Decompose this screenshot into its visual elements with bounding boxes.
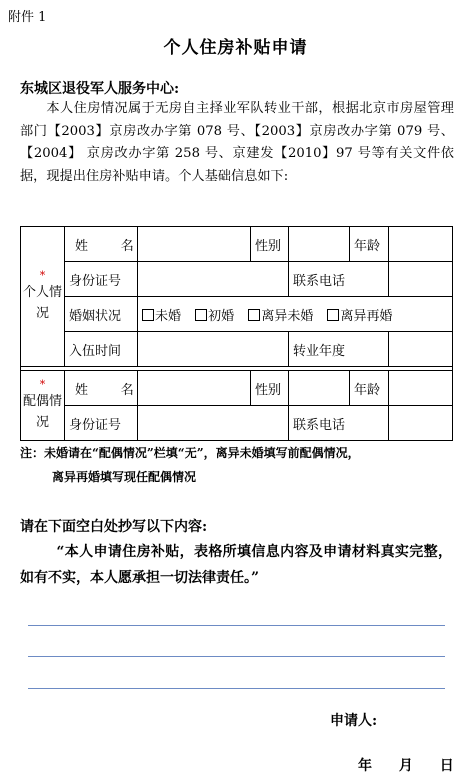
personal-transfer-field[interactable] — [389, 332, 453, 367]
personal-name-field[interactable] — [138, 227, 251, 262]
checkbox-icon — [248, 309, 260, 321]
applicant-label: 申请人: — [330, 713, 378, 729]
note-line-2: 离异再婚填写现任配偶情况 — [52, 470, 197, 484]
spouse-row-2 — [21, 406, 453, 441]
marital-option-label: 未婚 — [155, 308, 182, 324]
personal-section-cell — [21, 227, 65, 367]
personal-enlist-label: 入伍时间 — [65, 332, 138, 367]
spouse-section-cell — [21, 371, 65, 441]
personal-age-label: 年龄 — [350, 227, 389, 262]
spouse-phone-label: 联系电话 — [289, 406, 389, 441]
addressee: 东城区退役军人服务中心: — [20, 81, 180, 97]
spouse-gender-field[interactable] — [289, 371, 350, 406]
copy-instruction: 请在下面空白处抄写以下内容: — [20, 519, 208, 535]
required-mark: * — [39, 268, 46, 282]
personal-id-field[interactable] — [138, 262, 289, 297]
marital-option-label: 初婚 — [208, 308, 235, 324]
checkbox-icon — [327, 309, 339, 321]
copy-line-1[interactable] — [28, 625, 445, 626]
copy-line-2[interactable] — [28, 656, 445, 657]
personal-enlist-field[interactable] — [138, 332, 289, 367]
pledge-text: “本人申请住房补贴，表格所填信息内容及申请材料真实完整，如有不实，本人愿承担一切法律责任。” — [20, 544, 452, 586]
spouse-id-label: 身份证号 — [65, 406, 138, 441]
personal-row-2 — [21, 262, 453, 297]
note-line-1: 注：未婚请在“配偶情况”栏填“无”，离异未婚填写前配偶情况， — [20, 446, 360, 460]
personal-row-1 — [21, 227, 453, 262]
personal-phone-label: 联系电话 — [289, 262, 389, 297]
personal-phone-field[interactable] — [389, 262, 453, 297]
marital-option-label: 离异未婚 — [261, 308, 314, 324]
personal-row-3 — [21, 297, 453, 332]
marital-option-divorced-single[interactable] — [248, 309, 313, 324]
spouse-age-field[interactable] — [389, 371, 453, 406]
personal-gender-label: 性别 — [251, 227, 289, 262]
checkbox-icon — [142, 309, 154, 321]
spouse-age-label: 年龄 — [350, 371, 389, 406]
name-label-cell — [65, 227, 149, 262]
marital-option-first-marriage[interactable] — [195, 309, 234, 324]
personal-age-field[interactable] — [389, 227, 453, 262]
personal-section-label: 个人情况 — [22, 284, 62, 321]
marital-option-unmarried[interactable] — [142, 309, 181, 324]
spouse-phone-field[interactable] — [389, 406, 453, 441]
spouse-section-label: 配偶情况 — [22, 393, 62, 430]
body-paragraph: 本人住房情况属于无房自主择业军队转业干部，根据北京市房屋管理部门【2003】京房改办字第 078 号、【2003】京房改办字第 079 号、【2004】 京房改办字第 258 号、京建发【2010】97 号等有关文件依据，现提出住房补贴申请。个人基础信息如下: — [20, 101, 454, 184]
copy-line-3[interactable] — [28, 688, 445, 689]
spouse-name-label-cell — [65, 371, 149, 406]
personal-gender-field[interactable] — [289, 227, 350, 262]
spouse-gender-label: 性别 — [251, 371, 289, 406]
marital-option-remarried[interactable] — [327, 309, 392, 324]
personal-name-label: 姓 名 — [75, 238, 149, 254]
page-title: 个人住房补贴申请 — [163, 38, 308, 58]
personal-transfer-label: 转业年度 — [289, 332, 389, 367]
marital-option-label: 离异再婚 — [340, 308, 393, 324]
marital-options-cell — [138, 297, 453, 332]
required-mark: * — [39, 377, 46, 391]
spouse-name-field[interactable] — [138, 371, 251, 406]
date-label: 年 月 日 — [358, 758, 454, 774]
annex-label: 附件 1 — [8, 10, 47, 25]
spouse-name-label: 姓 名 — [75, 382, 149, 398]
spouse-row-1 — [21, 371, 453, 406]
checkbox-icon — [195, 309, 207, 321]
spouse-id-field[interactable] — [138, 406, 289, 441]
personal-marital-label: 婚姻状况 — [65, 297, 138, 332]
personal-row-4 — [21, 332, 453, 367]
personal-id-label: 身份证号 — [65, 262, 138, 297]
info-table — [20, 226, 453, 441]
